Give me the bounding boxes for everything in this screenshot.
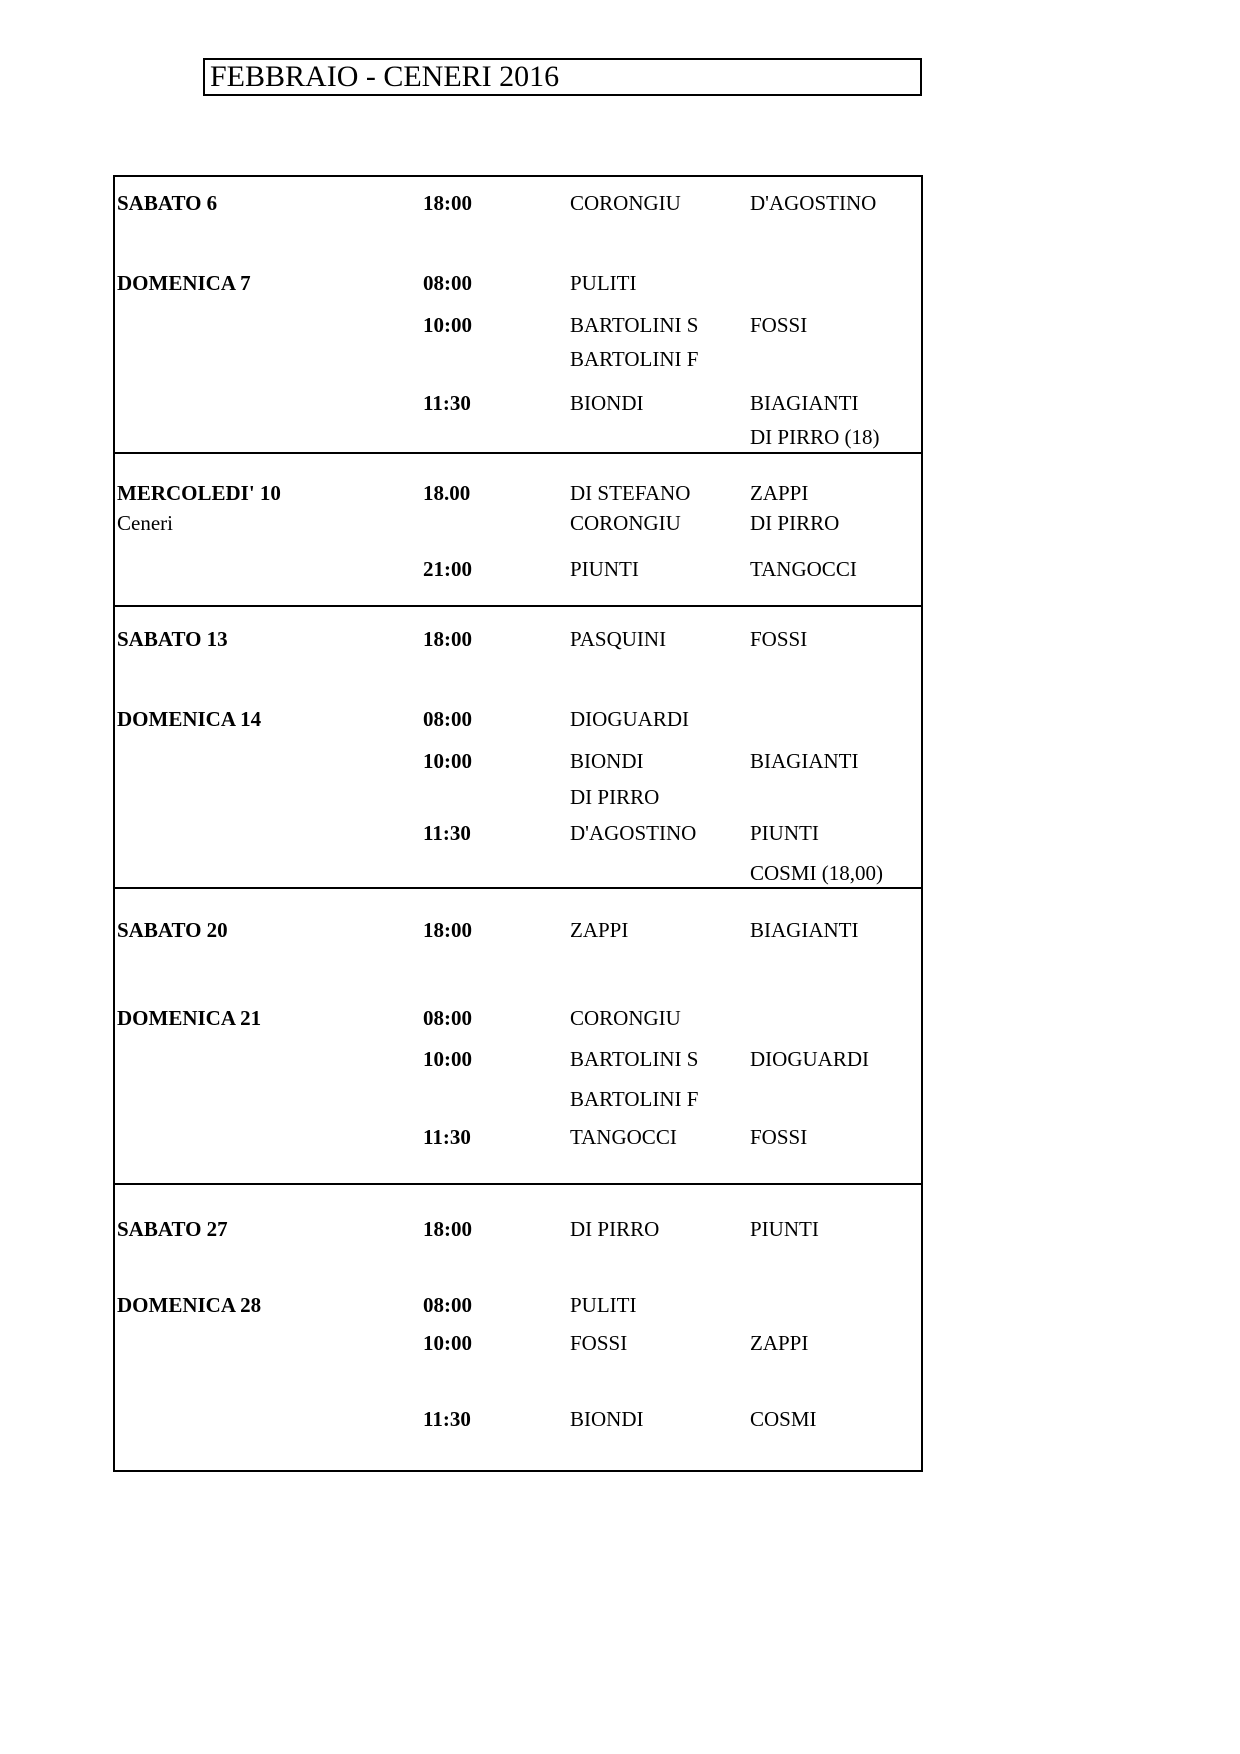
day-note: Ceneri — [117, 511, 173, 535]
mass-time: 18:00 — [423, 1217, 472, 1241]
mass-time: 08:00 — [423, 271, 472, 295]
day-label: SABATO 27 — [117, 1217, 228, 1241]
mass-time: 10:00 — [423, 313, 472, 337]
celebrant-name: BIAGIANTI — [750, 918, 859, 942]
celebrant-name: BIAGIANTI — [750, 749, 859, 773]
mass-time: 11:30 — [423, 1407, 471, 1431]
mass-time: 08:00 — [423, 707, 472, 731]
mass-time: 10:00 — [423, 749, 472, 773]
mass-time: 21:00 — [423, 557, 472, 581]
block-separator — [113, 605, 923, 607]
day-label: SABATO 13 — [117, 627, 228, 651]
mass-time: 11:30 — [423, 821, 471, 845]
mass-time: 18:00 — [423, 918, 472, 942]
celebrant-name: BIONDI — [570, 391, 644, 415]
celebrant-name: PULITI — [570, 1293, 637, 1317]
day-label: SABATO 20 — [117, 918, 228, 942]
celebrant-name: CORONGIU — [570, 511, 681, 535]
celebrant-name: PULITI — [570, 271, 637, 295]
mass-time: 10:00 — [423, 1331, 472, 1355]
celebrant-name: TANGOCCI — [750, 557, 857, 581]
celebrant-name: COSMI — [750, 1407, 817, 1431]
celebrant-name: ZAPPI — [570, 918, 629, 942]
day-label: MERCOLEDI' 10 — [117, 481, 281, 505]
celebrant-name: CORONGIU — [570, 191, 681, 215]
day-label: DOMENICA 7 — [117, 271, 251, 295]
celebrant-name: CORONGIU — [570, 1006, 681, 1030]
celebrant-name: BIONDI — [570, 1407, 644, 1431]
mass-time: 18:00 — [423, 191, 472, 215]
mass-time: 10:00 — [423, 1047, 472, 1071]
celebrant-name: PIUNTI — [750, 821, 819, 845]
day-label: SABATO 6 — [117, 191, 218, 215]
celebrant-name: BARTOLINI F — [570, 1087, 699, 1111]
celebrant-name: PIUNTI — [750, 1217, 819, 1241]
mass-time: 08:00 — [423, 1006, 472, 1030]
mass-time: 11:30 — [423, 391, 471, 415]
celebrant-name: DI PIRRO — [570, 1217, 660, 1241]
mass-time: 11:30 — [423, 1125, 471, 1149]
block-separator — [113, 887, 923, 889]
celebrant-name: DI PIRRO — [750, 511, 840, 535]
celebrant-name: PIUNTI — [570, 557, 639, 581]
page-title: FEBBRAIO - CENERI 2016 — [203, 58, 922, 96]
celebrant-name: BARTOLINI F — [570, 347, 699, 371]
block-separator — [113, 452, 923, 454]
celebrant-name: FOSSI — [750, 1125, 808, 1149]
mass-time: 18:00 — [423, 627, 472, 651]
celebrant-name: BARTOLINI S — [570, 1047, 699, 1071]
celebrant-name: ZAPPI — [750, 481, 809, 505]
celebrant-name: DI PIRRO — [570, 785, 660, 809]
celebrant-name: DIOGUARDI — [570, 707, 689, 731]
day-label: DOMENICA 14 — [117, 707, 262, 731]
celebrant-name: BIAGIANTI — [750, 391, 859, 415]
celebrant-name: FOSSI — [570, 1331, 628, 1355]
celebrant-name: FOSSI — [750, 313, 808, 337]
celebrant-name: D'AGOSTINO — [570, 821, 697, 845]
mass-time: 08:00 — [423, 1293, 472, 1317]
celebrant-name: DI PIRRO (18) — [750, 425, 880, 449]
mass-time: 18.00 — [423, 481, 471, 505]
celebrant-name: BIONDI — [570, 749, 644, 773]
celebrant-name: ZAPPI — [750, 1331, 809, 1355]
celebrant-name: PASQUINI — [570, 627, 667, 651]
celebrant-name: COSMI (18,00) — [750, 861, 884, 885]
celebrant-name: DIOGUARDI — [750, 1047, 869, 1071]
day-label: DOMENICA 28 — [117, 1293, 262, 1317]
celebrant-name: FOSSI — [750, 627, 808, 651]
celebrant-name: D'AGOSTINO — [750, 191, 877, 215]
day-label: DOMENICA 21 — [117, 1006, 262, 1030]
block-separator — [113, 1183, 923, 1185]
celebrant-name: DI STEFANO — [570, 481, 691, 505]
celebrant-name: TANGOCCI — [570, 1125, 677, 1149]
celebrant-name: BARTOLINI S — [570, 313, 699, 337]
